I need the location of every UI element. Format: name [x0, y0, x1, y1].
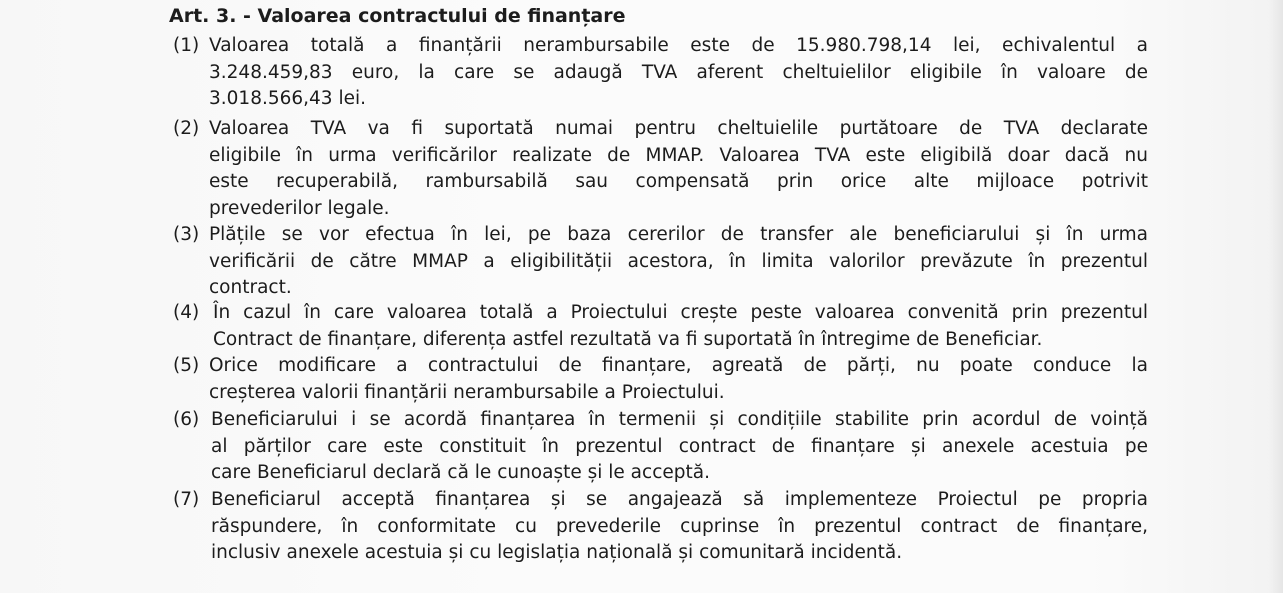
paragraph-line: Contract de finanțare, diferența astfel rezultată va fi suportată în întregime de Beneficiar.	[213, 328, 1043, 350]
paragraph-number: (7)	[173, 489, 200, 510]
paragraph-6	[173, 407, 1148, 487]
paragraph-line: verificării de către MMAP a eligibilității acestora, în limita valorilor prevăzute în prezentul	[209, 250, 1148, 272]
paragraph-line: contract.	[209, 277, 292, 298]
article-title: Art. 3. - Valoarea contractului de finanțare	[169, 5, 626, 27]
paragraph-2	[173, 116, 1148, 222]
paragraph-line: al părților care este constituit în prezentul contract de finanțare și anexele acestuia pe	[211, 435, 1148, 457]
paragraph-line: Valoarea totală a finanțării nerambursabile este de 15.980.798,14 lei, echivalentul a	[209, 35, 1148, 56]
paragraph-7	[173, 487, 1148, 567]
paragraph-line: este recuperabilă, rambursabilă sau compensată prin orice alte mijloace potrivit	[209, 171, 1148, 192]
paragraph-line: inclusiv anexele acestuia și cu legislația națională și comunitară incidentă.	[211, 542, 903, 563]
paragraph-line: creșterea valorii finanțării nerambursabile a Proiectului.	[209, 381, 725, 403]
paragraph-number: (1)	[173, 35, 200, 56]
paragraph-line: Orice modificare a contractului de finanțare, agreată de părți, nu poate conduce la	[209, 355, 1148, 376]
paragraph-number: (3)	[173, 224, 200, 245]
paragraph-3	[173, 222, 1148, 302]
paragraph-number: (2)	[173, 118, 200, 139]
paragraph-number: (6)	[173, 409, 200, 430]
paragraph-line: Beneficiarul acceptă finanțarea și se angajează să implementeze Proiectul pe propria	[211, 489, 1148, 510]
paragraph-line: prevederilor legale.	[209, 197, 390, 219]
paragraph-line: 3.018.566,43 lei.	[209, 88, 366, 109]
paragraph-line: răspundere, în conformitate cu prevederile cuprinse în prezentul contract de finanțare,	[211, 515, 1148, 537]
paragraph-4	[173, 300, 1148, 353]
paragraph-5	[173, 353, 1148, 406]
paragraph-number: (4)	[173, 302, 200, 323]
paragraph-line: Plățile se vor efectua în lei, pe baza cererilor de transfer ale beneficiarului și în urma	[209, 224, 1148, 245]
paragraph-line: 3.248.459,83 euro, la care se adaugă TVA aferent cheltuielilor eligibile în valoare de	[209, 61, 1148, 83]
page-edge-shadow	[1269, 0, 1283, 593]
paragraph-line: În cazul în care valoarea totală a Proiectului crește peste valoarea convenită prin prezentul	[213, 302, 1148, 323]
paragraph-1	[173, 33, 1148, 113]
paragraph-line: care Beneficiarul declară că le cunoaște și le acceptă.	[211, 462, 710, 483]
paragraph-line: Beneficiarului i se acordă finanțarea în termenii și condițiile stabilite prin acordul de voință	[211, 409, 1148, 430]
paragraph-line: Valoarea TVA va fi suportată numai pentru cheltuielile purtătoare de TVA declarate	[209, 118, 1148, 139]
paragraph-number: (5)	[173, 355, 200, 376]
paragraph-line: eligibile în urma verificărilor realizate de MMAP. Valoarea TVA este eligibilă doar dacă nu	[209, 144, 1148, 166]
